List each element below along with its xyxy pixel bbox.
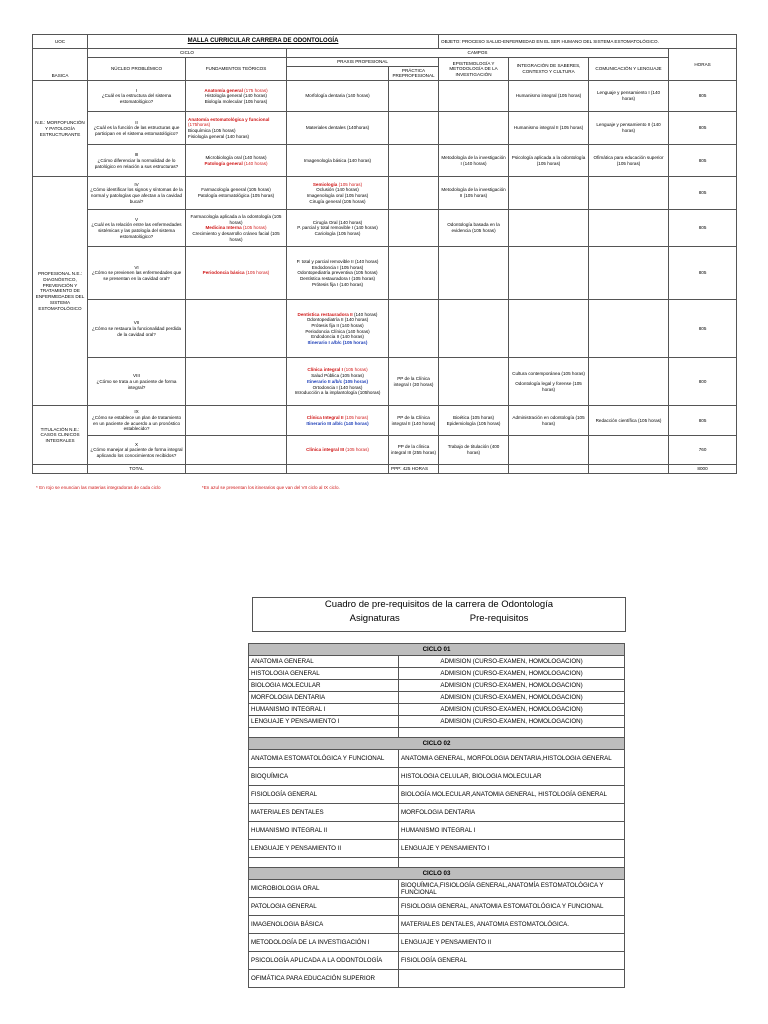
table-cell xyxy=(33,465,88,474)
fundamentos-cell: Microbiología oral (140 horas) Patología general (140 horas) xyxy=(186,145,287,177)
col-asignaturas: Asignaturas xyxy=(349,613,400,624)
prereq-cell: ADMISION (CURSO-EXAMEN, HOMOLOGACION) xyxy=(399,680,625,692)
campos-header: CAMPOS xyxy=(287,49,669,58)
practica-cell: PP de la Clínica integral I (30 horas) xyxy=(389,358,439,406)
total-label: TOTAL xyxy=(88,465,186,474)
nucleo-cell: V ¿Cuál es la relación entre las enfermedades sistémicas y las patología del sistema estomatológico? xyxy=(88,210,186,247)
prereq-title-box xyxy=(252,597,626,632)
nucleo-cell: VIII ¿Cómo se trata a un paciente de forma integral? xyxy=(88,358,186,406)
table-cell xyxy=(439,358,509,406)
practica-header: PRÁCTICA PREPROFESIONAL xyxy=(389,66,439,80)
table-cell xyxy=(186,465,287,474)
comunicacion-cell: Lenguaje y pensamiento II (140 horas) xyxy=(589,112,669,145)
table-cell xyxy=(439,247,509,300)
prereq-cell: FISIOLOGÍA GENERAL xyxy=(399,952,625,970)
epistemologia-header: EPISTEMOLOGÍA Y METODOLOGÍA DE LA INVESTIGACIÓN xyxy=(439,58,509,81)
praxis-cell: Semiología (105 horas) Oclusión (140 horas) Imagenología oral (105 horas) Cirugía general (105 horas) xyxy=(287,177,389,210)
fundamentos-cell: Anatomía general (175 horas) Histología general (140 horas) Biología molecular (105 horas) xyxy=(186,81,287,112)
table-cell xyxy=(389,177,439,210)
subject-cell: HUMANISMO INTEGRAL II xyxy=(249,822,399,840)
comunicacion-cell: Ofimática para educación superior (105 horas) xyxy=(589,145,669,177)
subject-cell: BIOQUÍMICA xyxy=(249,768,399,786)
table-row xyxy=(249,822,625,840)
integracion-cell: Humanismo integral II (105 horas) xyxy=(509,112,589,145)
blank-cell xyxy=(249,728,399,738)
table-cell xyxy=(589,210,669,247)
horas-total: 8000 xyxy=(669,465,737,474)
basica-header: BASICA xyxy=(33,49,88,81)
prereq-cell: ADMISION (CURSO-EXAMEN, HOMOLOGACION) xyxy=(399,692,625,704)
ciclo-header: CICLO xyxy=(88,49,287,58)
table-cell xyxy=(509,465,589,474)
table-row xyxy=(249,716,625,728)
subject-cell: ANATOMIA GENERAL xyxy=(249,656,399,668)
table-cell xyxy=(287,66,389,80)
epistemologia-cell: Trabajo de titulación (400 horas) xyxy=(439,436,509,465)
blank-cell xyxy=(249,858,399,868)
table-row xyxy=(249,840,625,858)
horas-cell: 760 xyxy=(669,436,737,465)
table-cell xyxy=(287,465,389,474)
subject-cell: IMAGENOLOGIA BÁSICA xyxy=(249,916,399,934)
table-row xyxy=(249,768,625,786)
prereq-cell: LENGUAJE Y PENSAMIENTO II xyxy=(399,934,625,952)
table-row xyxy=(249,656,625,668)
epistemologia-cell: Odontología basada en la evidencia (105 horas) xyxy=(439,210,509,247)
table-cell xyxy=(589,436,669,465)
ppp-total: PPP: 425 HORAS xyxy=(389,465,439,474)
fundamentos-cell: Periodoncia básica (105 horas) xyxy=(186,247,287,300)
horas-cell: 805 xyxy=(669,406,737,436)
practica-cell: PP de la Clínica integral II (140 horas) xyxy=(389,406,439,436)
prereq-cell: HUMANISMO INTEGRAL I xyxy=(399,822,625,840)
subject-cell: PATOLOGIA GENERAL xyxy=(249,898,399,916)
subject-cell: MATERIALES DENTALES xyxy=(249,804,399,822)
horas-cell: 805 xyxy=(669,145,737,177)
epistemologia-cell: Metodología de la investigación II (105 horas) xyxy=(439,177,509,210)
nucleo-cell: IV ¿Cómo identificar los signos y síntomas de la normal y patologías que afectan a la cavidad bucal? xyxy=(88,177,186,210)
table-cell xyxy=(389,300,439,358)
prereq-cell: FISIOLOGIA GENERAL, ANATOMIA ESTOMATOLÓGICA Y FUNCIONAL xyxy=(399,898,625,916)
table-cell xyxy=(186,300,287,358)
subject-cell: HUMANISMO INTEGRAL I xyxy=(249,704,399,716)
table-cell xyxy=(509,247,589,300)
table-cell xyxy=(186,406,287,436)
nucleo-cell: IX ¿Cómo se establece un plan de tratamiento en un paciente de acuerdo a un pronóstico establecido? xyxy=(88,406,186,436)
table-row xyxy=(249,680,625,692)
table-row xyxy=(249,952,625,970)
table-row xyxy=(249,704,625,716)
practica-cell: PP de la clínica integral III (255 horas) xyxy=(389,436,439,465)
praxis-cell: Materiales dentales (140horas) xyxy=(287,112,389,145)
prereq-cell: ADMISION (CURSO-EXAMEN, HOMOLOGACION) xyxy=(399,656,625,668)
integracion-cell: Administración en odontología (105 horas) xyxy=(509,406,589,436)
subject-cell: MORFOLOGIA DENTARIA xyxy=(249,692,399,704)
prereq-cell: MATERIALES DENTALES, ANATOMIA ESTOMATOLÓGICA. xyxy=(399,916,625,934)
table-row xyxy=(249,668,625,680)
table-row xyxy=(249,880,625,898)
table-row xyxy=(249,804,625,822)
table-row xyxy=(249,934,625,952)
cycle-header: CICLO 03 xyxy=(249,868,625,880)
fundamentos-cell: Farmacología general (105 horas) Patología estomatológica (105 horas) xyxy=(186,177,287,210)
footnotes xyxy=(36,485,380,490)
table-cell xyxy=(186,436,287,465)
subject-cell: FISIOLOGÍA GENERAL xyxy=(249,786,399,804)
nucleo-cell: VI ¿Cómo se previenen las enfermedades que se presentan en la cavidad oral? xyxy=(88,247,186,300)
nucleo-cell: III ¿Cómo diferenciar la normalidad de lo patológico en relación a sus estructuras? xyxy=(88,145,186,177)
prereq-title: Cuadro de pre-requisitos de la carrera de Odontología xyxy=(324,599,554,610)
table-cell xyxy=(439,465,509,474)
note-blue: *En azul se presentan los itinerarios que van del VII ciclo al IX ciclo. xyxy=(201,485,340,490)
subject-cell: OFIMÁTICA PARA EDUCACIÓN SUPERIOR xyxy=(249,970,399,988)
table-cell xyxy=(439,81,509,112)
table-cell xyxy=(509,300,589,358)
uoc-basica: N.E.: MORFOFUNCIÓN Y PATOLOGÍA ESTRUCTURANTE xyxy=(33,81,88,177)
subject-cell: BIOLOGIA MOLECULAR xyxy=(249,680,399,692)
subject-cell: PSICOLOGÍA APLICADA A LA ODONTOLOGÍA xyxy=(249,952,399,970)
horas-cell: 805 xyxy=(669,112,737,145)
table-cell xyxy=(589,358,669,406)
table-cell xyxy=(389,112,439,145)
nucleo-header: NÚCLEO PROBLÉMICO xyxy=(88,58,186,81)
prereq-cell: BIOLOGÍA MOLECULAR,ANATOMIA GENERAL, HISTOLOGÍA GENERAL xyxy=(399,786,625,804)
table-cell xyxy=(589,247,669,300)
horas-cell: 805 xyxy=(669,81,737,112)
horas-cell: 800 xyxy=(669,358,737,406)
table-cell xyxy=(389,247,439,300)
integracion-cell: Humanismo integral (105 horas) xyxy=(509,81,589,112)
table-cell xyxy=(509,177,589,210)
horas-cell: 805 xyxy=(669,177,737,210)
prereq-cell: ADMISION (CURSO-EXAMEN, HOMOLOGACION) xyxy=(399,704,625,716)
col-prerequisitos: Pre-requisitos xyxy=(469,613,529,624)
table-cell xyxy=(509,210,589,247)
integracion-header: INTEGRACIÓN DE SABERES, CONTEXTO Y CULTURA xyxy=(509,58,589,81)
table-row xyxy=(249,898,625,916)
malla-table xyxy=(32,34,737,474)
malla-curricular xyxy=(32,34,736,474)
prereq-cell xyxy=(399,970,625,988)
table-cell xyxy=(589,177,669,210)
prereq-cell: LENGUAJE Y PENSAMIENTO I xyxy=(399,840,625,858)
comunicacion-cell: Redacción científica (105 horas) xyxy=(589,406,669,436)
praxis-cell: Clínica Integral II (105 horas) Itinerario III a/b/c (140 horas) xyxy=(287,406,389,436)
nucleo-cell: I ¿Cuál es la estructura del sistema estomatológico? xyxy=(88,81,186,112)
table-row xyxy=(249,786,625,804)
integracion-cell: Psicología aplicada a la odontología (105 horas) xyxy=(509,145,589,177)
table-cell xyxy=(509,436,589,465)
subject-cell: LENGUAJE Y PENSAMIENTO I xyxy=(249,716,399,728)
table-cell xyxy=(589,465,669,474)
table-cell xyxy=(389,81,439,112)
praxis-cell: Morfología dentaria (140 horas) xyxy=(287,81,389,112)
praxis-cell: Clínica integral I (105 horas) Salud Pública (105 horas) Itinerario II a/b/c (105 horas) Ortodoncia I (140 horas) Introducción a la implantología (105horas) xyxy=(287,358,389,406)
nucleo-cell: X ¿Cómo manejar al paciente de forma integral aplicando los conocimientos recibidos? xyxy=(88,436,186,465)
blank-cell xyxy=(399,858,625,868)
prereq-cell: HISTOLOGIA CELULAR, BIOLOGIA MOLECULAR xyxy=(399,768,625,786)
table-cell xyxy=(389,145,439,177)
cycle-header: CICLO 01 xyxy=(249,644,625,656)
praxis-cell: P. total y parcial removible II (140 horas) Endodoncia I (105 horas) Odontopediatría preventiva (105 horas) Dentística restauradora I (105 horas) Prótesis fija I (140 horas) xyxy=(287,247,389,300)
prereq-cell: MORFOLOGIA DENTARIA xyxy=(399,804,625,822)
prereq-cell: ADMISION (CURSO-EXAMEN, HOMOLOGACION) xyxy=(399,668,625,680)
comunicacion-header: COMUNICACIÓN Y LENGUAJE xyxy=(589,58,669,81)
horas-cell: 805 xyxy=(669,247,737,300)
fundamentos-cell: Farmacología aplicada a la odontología (105 horas) Medicina Interna (105 horas) Crecimiento y desarrollo cráneo facial (105 horas) xyxy=(186,210,287,247)
table-row xyxy=(249,970,625,988)
praxis-cell: Dentística restauradora II (140 horas) Odontopediatría II (140 horas) Prótesis fija II (140 horas) Periodoncia Clínica (140 horas) Endodoncia II (140 horas) Itinerario I a/b/c (105 horas) xyxy=(287,300,389,358)
subject-cell: MICROBIOLOGIA ORAL xyxy=(249,880,399,898)
prereq-cell: BIOQUÍMICA,FISIOLOGÍA GENERAL,ANATOMÍA ESTOMATOLÓGICA Y FUNCIONAL xyxy=(399,880,625,898)
subject-cell: LENGUAJE Y PENSAMIENTO II xyxy=(249,840,399,858)
subject-cell: ANATOMIA ESTOMATOLÓGICA Y FUNCIONAL xyxy=(249,750,399,768)
prereq-cell: ADMISION (CURSO-EXAMEN, HOMOLOGACION) xyxy=(399,716,625,728)
horas-cell: 805 xyxy=(669,210,737,247)
cycle-header: CICLO 02 xyxy=(249,738,625,750)
epistemologia-cell: Bioética (105 horas) Epidemiología (105 horas) xyxy=(439,406,509,436)
table-cell xyxy=(439,300,509,358)
horas-cell: 805 xyxy=(669,300,737,358)
nucleo-cell: II ¿Cuál es la función de las estructuras que participan en el sistema estomatológico? xyxy=(88,112,186,145)
praxis-header: PRAXIS PROFESIONAL xyxy=(287,58,439,67)
horas-header: HORAS xyxy=(669,49,737,81)
blank-cell xyxy=(399,728,625,738)
table-row xyxy=(249,692,625,704)
prereq-table xyxy=(248,643,625,988)
epistemologia-cell: Metodología de la investigación I (140 horas) xyxy=(439,145,509,177)
table-cell xyxy=(186,358,287,406)
praxis-cell: Imagenología básica (140 horas) xyxy=(287,145,389,177)
praxis-cell: Cirugía Oral (140 horas) P. parcial y total removible I (140 horas) Cariología (105 horas) xyxy=(287,210,389,247)
uoc-header: UOC xyxy=(33,35,88,49)
fundamentos-header: FUNDAMENTOS TEÓRICOS xyxy=(186,58,287,81)
note-red: * En rojo se enuncian las materias integradoras de cada ciclo xyxy=(36,485,161,490)
uoc-profesional: PROFESIONAL N.E.: DIAGNÓSTICO, PREVENCIÓN Y TRATAMIENTO DE ENFERMEDADES DEL SISTEMA ESTOMATOLÓGICO xyxy=(33,177,88,406)
comunicacion-cell: Lenguaje y pensamiento I (140 horas) xyxy=(589,81,669,112)
prereq-cell: ANATOMIA GENERAL, MORFOLOGIA DENTARIA,HISTOLOGIA GENERAL xyxy=(399,750,625,768)
table-cell xyxy=(389,210,439,247)
subject-cell: METODOLOGÍA DE LA INVESTIGACIÓN I xyxy=(249,934,399,952)
subject-cell: HISTOLOGIA GENERAL xyxy=(249,668,399,680)
fundamentos-cell: Anatomía estomatológica y funcional (175horas) Bioquímica (105 horas) Fisiología general (140 horas) xyxy=(186,112,287,145)
table-cell xyxy=(439,112,509,145)
page-title: MALLA CURRICULAR CARRERA DE ODONTOLOGÍA xyxy=(88,35,439,49)
nucleo-cell: VII ¿Cómo se restaura la funcionalidad perdida de la cavidad oral? xyxy=(88,300,186,358)
table-row xyxy=(249,750,625,768)
objeto-text: OBJETO: PROCESO SALUD-ENFERMEDAD EN EL SER HUMANO DEL SISTEMA ESTOMATOLÓGICO. xyxy=(439,35,737,49)
table-cell xyxy=(589,300,669,358)
table-row xyxy=(249,916,625,934)
praxis-cell: Clínica integral III (105 horas) xyxy=(287,436,389,465)
uoc-titulacion: TITULACIÓN N.E.: CASOS CLINICOS INTEGRALES xyxy=(33,406,88,465)
integracion-cell: Cultura contemporánea (105 horas) Odontología legal y forense (105 horas) xyxy=(509,358,589,406)
